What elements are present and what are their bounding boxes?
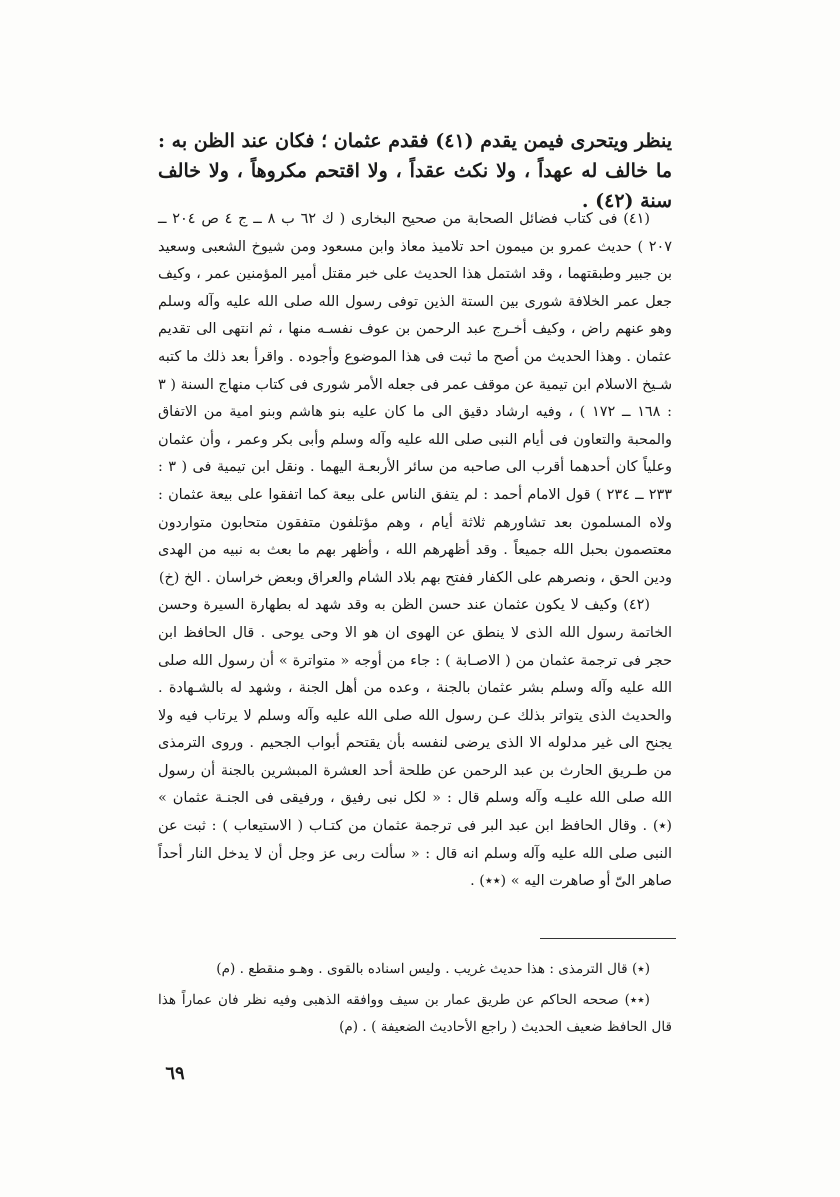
main-paragraph: ينظر ويتحرى فيمن يقدم (٤١) فقدم عثمان ؛ فكان عند الظن به : ما خالف له عهداً ، ولا نكث عقداً ، ولا اقتحم مكروهاً ، ولا خالف سنة (٤٢) . xyxy=(158,130,672,212)
notes-section xyxy=(158,206,672,896)
footnote-2: (٭٭) صححه الحاكم عن طريق عمار بن سيف ووافقه الذهبى وفيه نظر فان عماراً هذا قال الحافظ ضعيف الحديث ( راجع الأحاديث الضعيفة ) . (م) xyxy=(158,992,672,1035)
note-41: (٤١) فى كتاب فضائل الصحابة من صحيح البخارى ( ك ٦٢ ب ٨ ــ ج ٤ ص ٢٠٤ ــ ٢٠٧ ) حديث عمرو بن ميمون احد تلاميذ معاذ وابن مسعود ومن شيوخ الشعبى وسعيد بن جبير وطبقتهما ، وقد اشتمل هذا الحديث على خبر مقتل أمير المؤمنين عمر ، وكيف جعل عمر الخلافة شورى بين الستة الذين توفى رسول الله صلى الله عليه وآله وسلم وهو عنهم راض ، وكيف أخـرج عبد الرحمن بن عوف نفسـه منها ، ثم انتهى الى تقديم عثمان . وهذا الحديث من أصح ما ثبت فى هذا الموضوع وأجوده . واقرأ بعد ذلك ما كتبه شـيخ الاسلام ابن تيمية عن موقف عمر فى جعله الأمر شورى فى كتاب منهاج السنة ( ٣ : ١٦٨ ــ ١٧٢ ) ، وفيه ارشاد دقيق الى ما كان عليه بنو هاشم وبنو امية من الاتفاق والمحبة والتعاون فى أيام النبى صلى الله عليه وآله وسلم وأبى بكر وعمر ، وأن عثمان وعلياً كان أحدهما أقرب الى صاحبه من سائر الأربعـة اليهما . ونقل ابن تيمية فى ( ٣ : ٢٣٣ ــ ٢٣٤ ) قول الامام أحمد : لم يتفق الناس على بيعة كما اتفقوا على بيعة عثمان : ولاه المسلمون بعد تشاورهم ثلاثة أيام ، وهم مؤتلفون متفقون متحابون متواردون معتصمون بحبل الله جميعاً . وقد أظهرهم الله ، وأظهر بهم ما بعث به نبيه من الهدى ودين الحق ، ونصرهم على الكفار ففتح بهم بلاد الشام والعراق وبعض خراسان . الخ (خ) xyxy=(158,211,672,586)
footnotes-section xyxy=(158,956,672,1045)
note-42: (٤٢) وكيف لا يكون عثمان عند حسن الظن به وقد شهد له بطهارة السيرة وحسن الخاتمة رسول الله الذى لا ينطق عن الهوى ان هو الا وحى يوحى . قال الحافظ ابن حجر فى ترجمة عثمان من ( الاصـابة ) : جاء من أوجه « متواترة » أن رسول الله صلى الله عليه وآله وسلم بشر عثمان بالجنة ، وعده من أهل الجنة ، وشهد له بالشـهادة . والحديث الذى يتواتر بذلك عـن رسول الله صلى الله عليه وآله وسلم لا يرتاب فيه ولا يجنح الى غير مدلوله الا الذى يرضى لنفسه بأن يقتحم أبواب الجحيم . وروى الترمذى من طـريق الحارث بن عبد الرحمن عن طلحة أحد العشرة المبشرين بالجنة أن رسول الله صلى الله عليـه وآله وسلم قال : « لكل نبى رفيق ، ورفيقى فى الجنـة عثمان » (٭) . وقال الحافظ ابن عبد البر فى ترجمة عثمان من كتـاب ( الاستيعاب ) : ثبت عن النبى صلى الله عليه وآله وسلم انه قال : « سألت ربى عز وجل أن لا يدخل النار أحداً صاهر الىّ أو صاهرت اليه » (٭٭) . xyxy=(158,597,672,890)
page-number: ٦٩ xyxy=(165,1063,185,1084)
footnote-separator xyxy=(540,938,676,939)
footnote-1: (٭) قال الترمذى : هذا حديث غريب . وليس اسناده بالقوى . وهـو منقطع . (م) xyxy=(216,961,650,977)
